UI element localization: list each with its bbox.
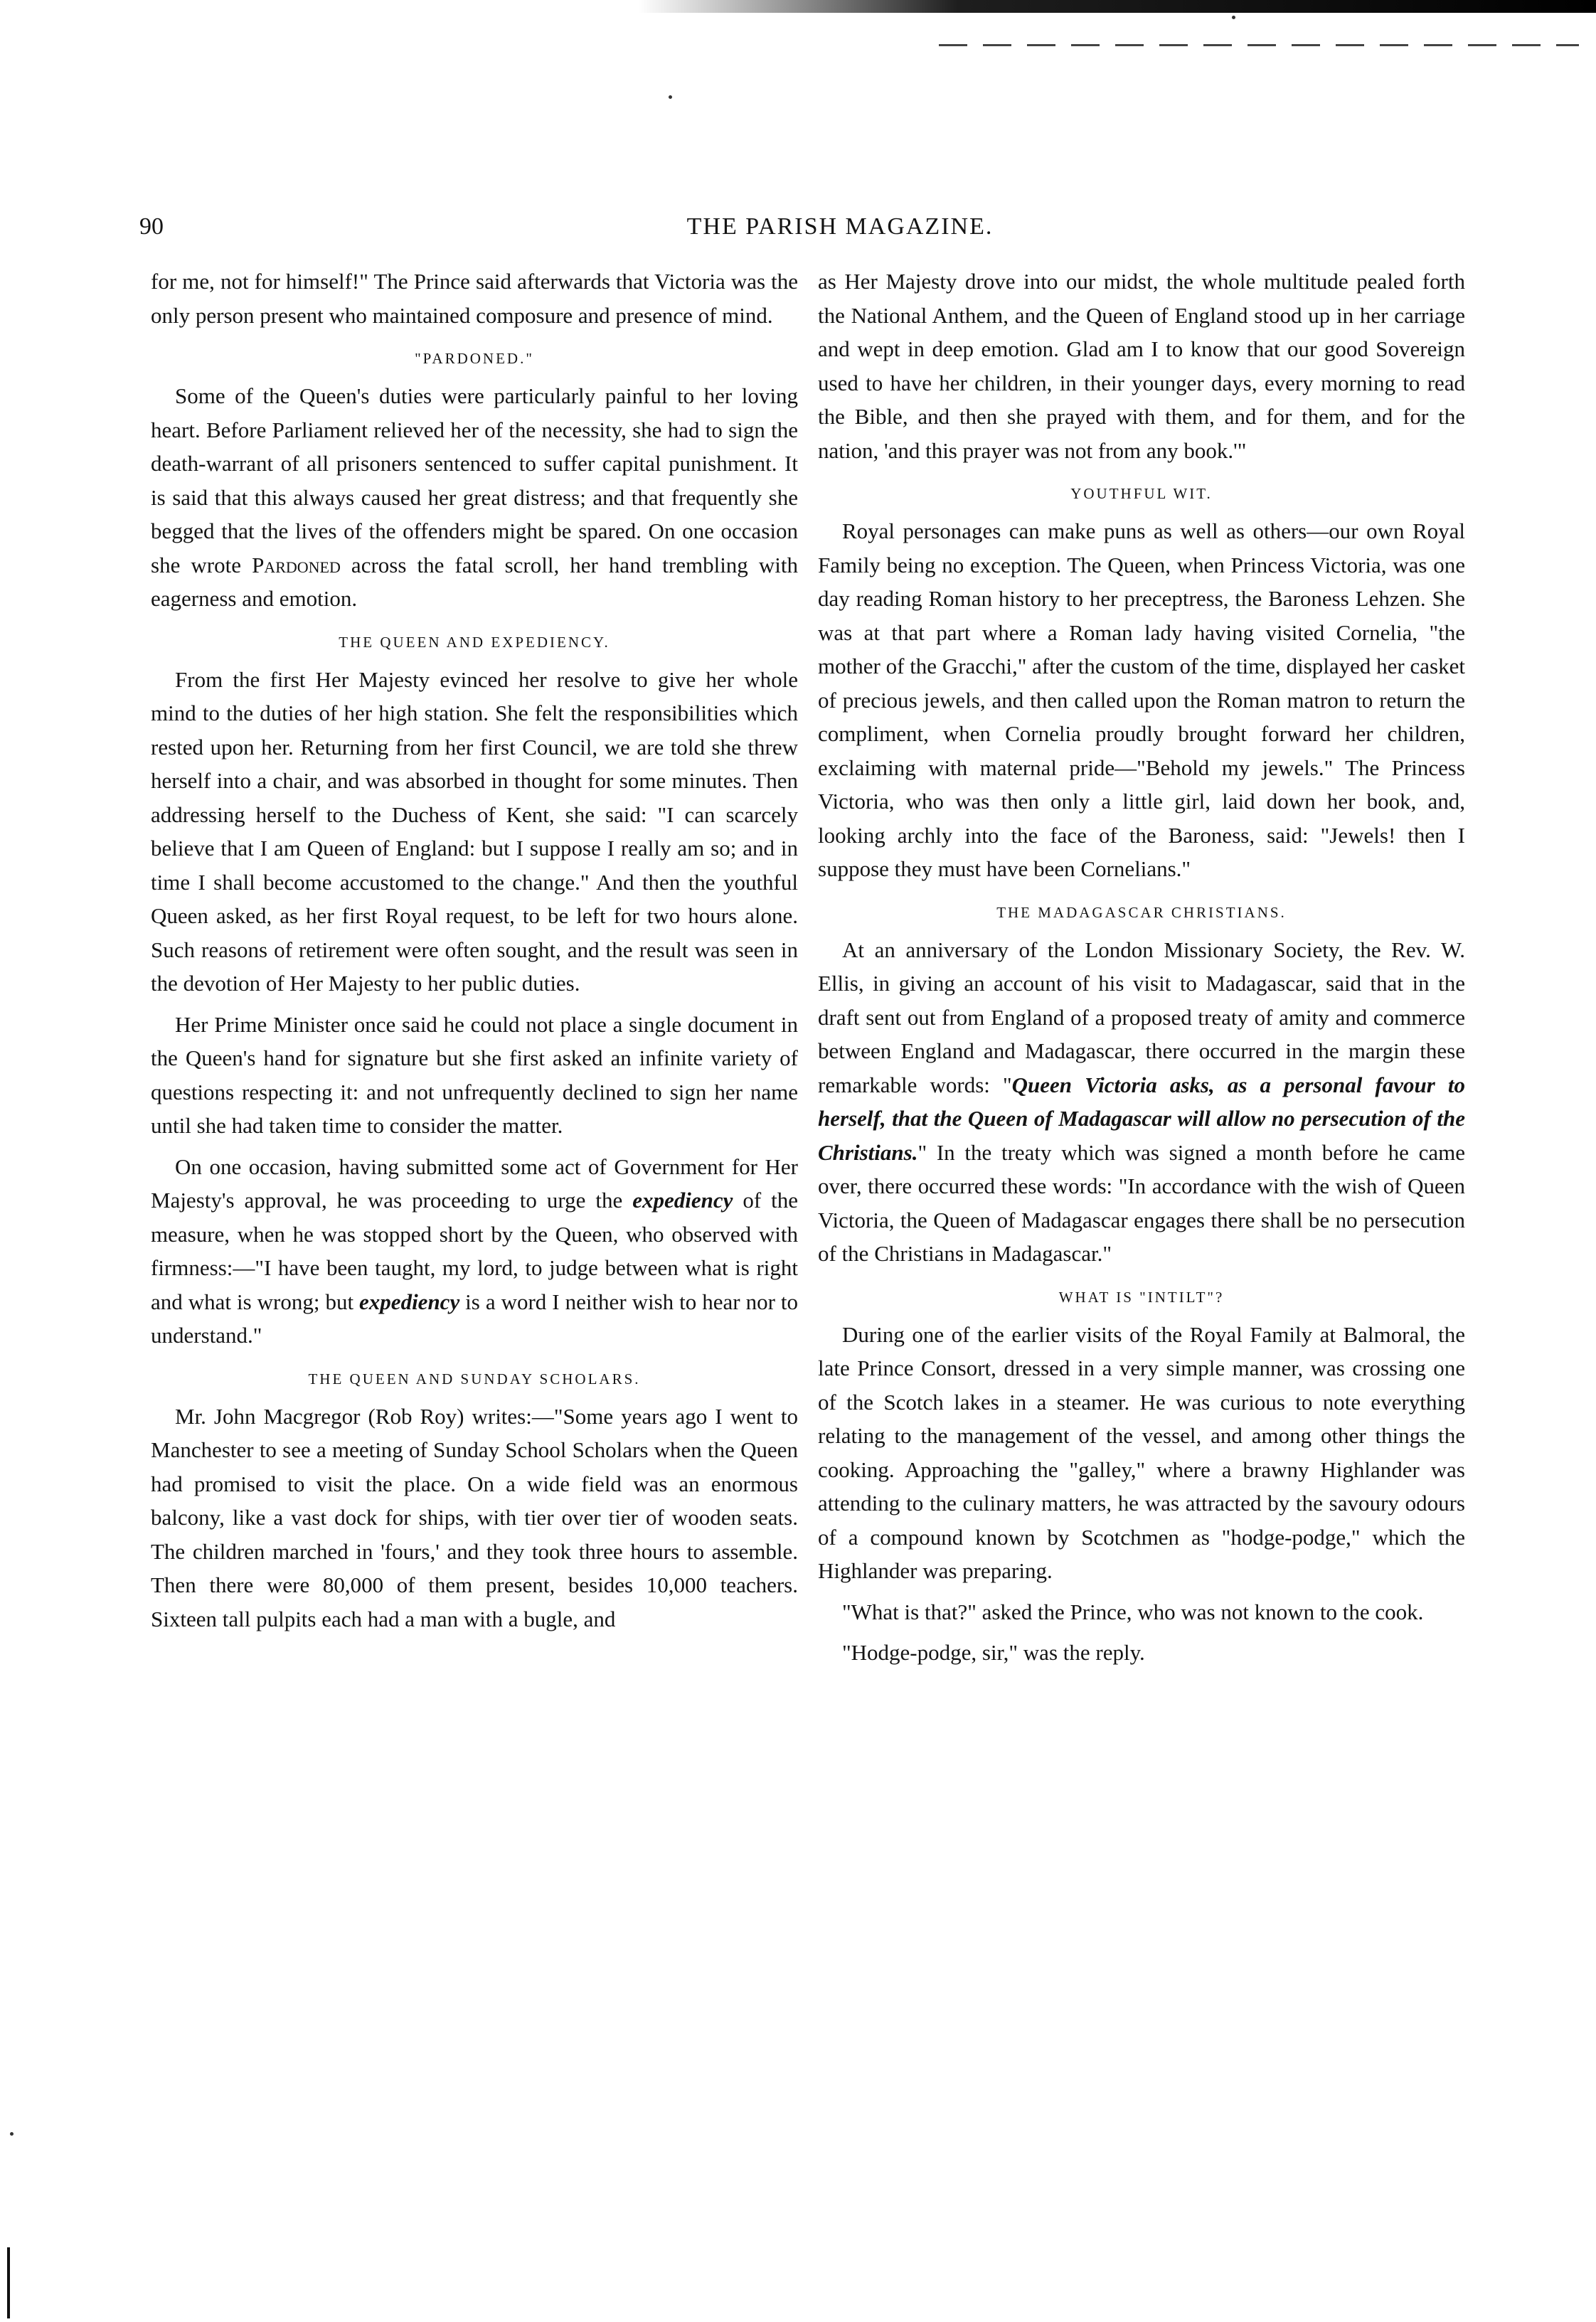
paragraph: On one occasion, having submitted some act of Government for Her Majesty's approval, he was proceeding to urge the expediency of the measure, when he was stopped short by the Queen, who observed with firmness:—"I have been taught, my lord, to judge between what is right and what is wrong; but expediency is a word I neither wish to hear nor to understand.": [151, 1154, 798, 1348]
paragraph: At an anniversary of the London Missionary Society, the Rev. W. Ellis, in giving an account of his visit to Madagascar, said that in the draft sent out from England of a proposed treaty of amity and commerce between England and Madagascar, there occurred in the margin these remarkable words: "Queen Victoria asks, as a personal favour to herself, that the Queen of Madagascar will allow no persecution of the Christians." In the treaty which was signed a month before he came over, there occurred these words: "In accordance with the wish of Queen Victoria, the Queen of Madagascar engages there shall be no persecution of the Christians in Madagascar.": [818, 937, 1465, 1266]
paragraph: Some of the Queen's duties were particularly painful to her loving heart. Before Parliament relieved her of the necessity, she had to sign the death-warrant of all prisoners sentenced to suffer capital punishment. It is said that this always caused her great distress; and that frequently she begged that the lives of the offenders might be spared. On one occasion she wrote Pardoned across the fatal scroll, her hand trembling with eagerness and emotion.: [151, 383, 798, 611]
section-heading-madagascar: THE MADAGASCAR CHRISTIANS.: [996, 903, 1287, 921]
paragraph: Royal personages can make puns as well as others—our own Royal Family being no exception. The Queen, when Princess Victoria, was one day reading Roman history to her preceptress, the Baroness Lehzen. She was at that part where a Roman lady having visited Cornelia, "the mother of the Gracchi," after the custom of the time, displayed her casket of precious jewels, and then called upon the Roman matron to return the compliment, when Cornelia proudly brought forward her children, exclaiming with maternal pride—"Behold my jewels." The Princess Victoria, who was then only a little girl, laid down her book, and, looking archly into the face of the Baroness, said: "Jewels! then I suppose they must have been Cornelians.": [818, 518, 1465, 881]
paragraph: Mr. John Macgregor (Rob Roy) writes:—"Some years ago I went to Manchester to see a meeting of Sunday School Scholars when the Queen had promised to visit the place. On a wide field was an enormous balcony, like a vast dock for ships, with tier over tier of wooden seats. The children marched in 'fours,' and they took three hours to assemble. Then there were 80,000 of them present, besides 10,000 teachers. Sixteen tall pulpits each had a man with a bugle, and: [151, 1403, 798, 1631]
paragraph: "Hodge-podge, sir," was the reply.: [842, 1640, 1145, 1665]
right-column: [818, 265, 1465, 1670]
paragraph: "What is that?" asked the Prince, who was not known to the cook.: [842, 1599, 1424, 1624]
section-heading-intilt: WHAT IS "INTILT"?: [1058, 1288, 1225, 1306]
section-heading-youthful-wit: YOUTHFUL WIT.: [1070, 485, 1213, 502]
italic-word: expediency: [359, 1289, 460, 1314]
pardoned-word: Pardoned: [252, 552, 341, 577]
running-title: THE PARISH MAGAZINE.: [686, 213, 994, 240]
paragraph: for me, not for himself!" The Prince said afterwards that Victoria was the only person present who maintained composure and presence of mind.: [151, 269, 798, 328]
scan-speck: [10, 2132, 14, 2136]
page-number: 90: [139, 213, 164, 240]
section-heading-sunday-scholars: THE QUEEN AND SUNDAY SCHOLARS.: [308, 1370, 641, 1388]
page-header: [139, 213, 1541, 249]
scan-speck: [1232, 16, 1235, 19]
scan-edge-shadow: [0, 0, 1596, 13]
italic-quote: Queen Victoria asks, as a personal favour to herself, that the Queen of Madagascar will allow no persecution of the Christians.: [818, 1072, 1465, 1165]
scan-artifact-dashes: [939, 44, 1579, 46]
section-heading-expediency: THE QUEEN AND EXPEDIENCY.: [339, 633, 610, 651]
paragraph: During one of the earlier visits of the Royal Family at Balmoral, the late Prince Consort, dressed in a very simple manner, was crossing one of the Scotch lakes in a steamer. He was curious to note everything relating to the management of the vessel, and among other things the cooking. Approaching the "galley," where a brawny Highlander was attending to the culinary matters, he was attracted by the savoury odours of a compound known by Scotchmen as "hodge-podge," which the Highlander was preparing.: [818, 1321, 1465, 1583]
paragraph: as Her Majesty drove into our midst, the whole multitude pealed forth the National Anthem, and the Queen of England stood up in her carriage and wept in deep emotion. Glad am I to know that our good Sovereign used to have her children, in their younger days, every morning to read the Bible, and then she prayed with them, and for them, and for the nation, 'and this prayer was not from any book.'": [818, 269, 1465, 463]
paragraph: From the first Her Majesty evinced her resolve to give her whole mind to the duties of her high station. She felt the responsibilities which rested upon her. Returning from her first Council, we are told she threw herself into a chair, and was absorbed in thought for some minutes. Then addressing herself to the Duchess of Kent, she said: "I can scarcely believe that I am Queen of England: but I suppose I really am so; and in time I shall become accustomed to the change." And then the youthful Queen asked, as her first Royal request, to be left for two hours alone. Such reasons of retirement were often sought, and the result was seen in the devotion of Her Majesty to her public duties.: [151, 666, 798, 996]
scan-speck: [669, 95, 672, 99]
scan-margin-mark: [7, 2247, 10, 2318]
italic-word: expediency: [632, 1188, 733, 1213]
left-column: [151, 265, 798, 1636]
section-heading-pardoned: "PARDONED.": [415, 350, 534, 367]
paragraph: Her Prime Minister once said he could not place a single document in the Queen's hand for signature but she first asked an infinite variety of questions respecting it: and not unfrequently declined to sign her name until she had taken time to consider the matter.: [151, 1011, 798, 1138]
